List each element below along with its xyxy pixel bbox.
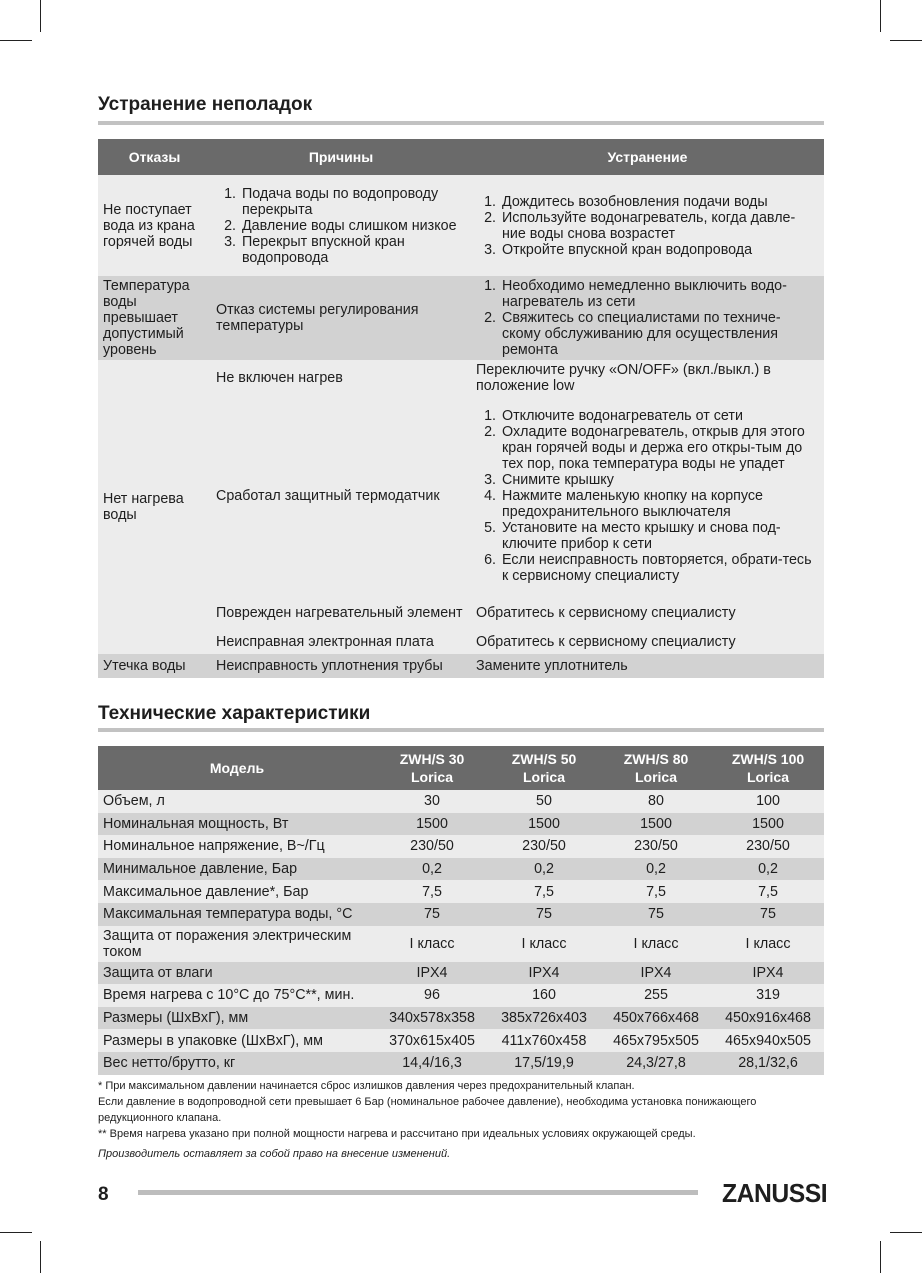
- spec-value: 28,1/32,6: [738, 1055, 798, 1072]
- list-item: 6. Если неисправность повторяется, обрати-тесь к сервисному специалисту: [500, 552, 819, 584]
- spec-value: 255: [644, 987, 668, 1004]
- model-name: ZWH/S 30: [399, 751, 465, 767]
- list-item: 2. Свяжитесь со специалистами по техниче-скому обслуживанию для осуществления ремонта: [500, 310, 819, 358]
- list-item: 1. Дождитесь возобновления подачи воды: [500, 194, 819, 210]
- spec-label: Размеры (ШxВxГ), мм: [103, 1010, 249, 1027]
- model-series: Lorica: [410, 769, 453, 785]
- spec-value: 319: [756, 987, 780, 1004]
- remedy-cell: Обратитесь к сервисному специалисту: [476, 634, 736, 650]
- remedy-cell: Переключите ручку «ON/OFF» (вкл./выкл.) в положение low: [476, 362, 771, 394]
- header-model-100: [712, 746, 824, 790]
- troubleshooting-table: [98, 139, 824, 678]
- table-row: [98, 1029, 824, 1052]
- section-rule: [98, 121, 824, 125]
- spec-value: 450x916x468: [725, 1010, 811, 1027]
- crop-mark: [40, 0, 41, 32]
- disclaimer: Производитель оставляет за собой право на внесение изменений.: [98, 1148, 451, 1160]
- spec-value: 75: [424, 906, 440, 923]
- table-row: [98, 962, 824, 985]
- list-item: 1. Необходимо немедленно выключить водо-нагреватель из сети: [500, 278, 819, 310]
- cause-cell: Не включен нагрев: [216, 370, 343, 386]
- cause-cell: Неисправность уплотнения трубы: [216, 658, 443, 674]
- spec-value: 0,2: [534, 861, 554, 878]
- spec-value: 7,5: [758, 883, 778, 900]
- spec-value: 0,2: [758, 861, 778, 878]
- spec-value: IPX4: [640, 964, 672, 981]
- header-model-30: [376, 746, 488, 790]
- table-row: [98, 926, 824, 962]
- spec-value: 465x940x505: [725, 1032, 811, 1049]
- spec-value: 14,4/16,3: [402, 1055, 462, 1072]
- spec-label: Размеры в упаковке (ШxВxГ), мм: [103, 1032, 323, 1049]
- table-row: [98, 813, 824, 836]
- spec-label: Номинальная мощность, Вт: [103, 815, 289, 832]
- remedy-cell: [471, 175, 824, 276]
- header-model-80: [600, 746, 712, 790]
- spec-value: IPX4: [528, 964, 560, 981]
- crop-mark: [880, 0, 881, 32]
- spec-value: 160: [532, 987, 556, 1004]
- spec-value: I класс: [745, 935, 791, 952]
- spec-value: 230/50: [410, 838, 454, 855]
- spec-value: 1500: [752, 815, 784, 832]
- spec-value: IPX4: [416, 964, 448, 981]
- spec-value: 1500: [528, 815, 560, 832]
- spec-label: Вес нетто/брутто, кг: [103, 1055, 236, 1072]
- list-item: 4. Нажмите маленькую кнопку на корпусе предохранительного выключателя: [500, 488, 819, 520]
- model-name: ZWH/S 50: [511, 751, 577, 767]
- spec-value: 7,5: [646, 883, 666, 900]
- list-item: 3. Снимите крышку: [500, 472, 819, 488]
- table-row: [98, 858, 824, 881]
- table-row: [98, 790, 824, 813]
- table-row: [98, 1007, 824, 1030]
- table-row: [98, 880, 824, 903]
- table-row: [98, 984, 824, 1007]
- cause-cell: [211, 175, 471, 276]
- remedy-cell: [471, 396, 824, 596]
- model-name: ZWH/S 100: [731, 751, 805, 767]
- spec-value: 230/50: [746, 838, 790, 855]
- footer-rule: [138, 1190, 698, 1195]
- model-name: ZWH/S 80: [623, 751, 689, 767]
- spec-label: Максимальное давление*, Бар: [103, 883, 309, 900]
- spec-label: Защита от поражения электрическим током: [103, 927, 352, 960]
- spec-value: I класс: [409, 935, 455, 952]
- spec-value: 17,5/19,9: [514, 1055, 574, 1072]
- crop-mark: [890, 40, 922, 41]
- spec-label: Время нагрева с 10°C до 75°C**, мин.: [103, 987, 355, 1004]
- spec-value: 230/50: [522, 838, 566, 855]
- table-row: [98, 1052, 824, 1075]
- spec-value: 80: [648, 793, 664, 810]
- table-row: [98, 276, 824, 360]
- spec-value: 100: [756, 793, 780, 810]
- spec-value: 1500: [416, 815, 448, 832]
- spec-label: Минимальное давление, Бар: [103, 861, 298, 878]
- specs-title: Технические характеристики: [98, 703, 371, 724]
- model-series: Lorica: [746, 769, 789, 785]
- remedy-cell: [471, 276, 824, 360]
- header-faults: Отказы: [98, 139, 211, 175]
- cause-cell: Поврежден нагревательный элемент: [216, 605, 463, 621]
- header-model-50: [488, 746, 600, 790]
- spec-label: Защита от влаги: [103, 964, 213, 981]
- spec-label: Объем, л: [103, 793, 165, 810]
- spec-value: 1500: [640, 815, 672, 832]
- fault-cell: Не поступает вода из крана горячей воды: [103, 201, 195, 250]
- crop-mark: [0, 40, 32, 41]
- remedy-cell: Обратитесь к сервисному специалисту: [476, 605, 736, 621]
- remedy-cell: Замените уплотнитель: [476, 658, 628, 674]
- spec-value: 0,2: [422, 861, 442, 878]
- fault-cell: Температура воды превышает допустимый уровень: [103, 278, 190, 358]
- footnotes: [98, 1078, 824, 1162]
- spec-value: 385x726x403: [501, 1010, 587, 1027]
- list-item: 1. Подача воды по водопроводу перекрыта: [240, 186, 466, 218]
- list-item: 2. Используйте водонагреватель, когда давле-ние воды снова возрастет: [500, 210, 819, 242]
- footnote: Если давление в водопроводной сети превышает 6 Бар (номинальное рабочее давление), необходима установка понижающего редукционного клапана.: [98, 1096, 757, 1124]
- section-rule: [98, 728, 824, 732]
- list-item: 1. Отключите водонагреватель от сети: [500, 408, 819, 424]
- footnote: * При максимальном давлении начинается сброс излишков давления через предохранительный клапан.: [98, 1080, 635, 1092]
- cause-cell: Сработал защитный термодатчик: [216, 488, 440, 504]
- spec-value: IPX4: [752, 964, 784, 981]
- table-row: [98, 360, 824, 396]
- spec-value: 30: [424, 793, 440, 810]
- spec-value: 340x578x358: [389, 1010, 475, 1027]
- spec-value: 75: [536, 906, 552, 923]
- header-causes: Причины: [211, 139, 471, 175]
- list-item: 2. Давление воды слишком низкое: [240, 218, 466, 234]
- spec-label: Номинальное напряжение, В~/Гц: [103, 838, 325, 855]
- crop-mark: [880, 1241, 881, 1273]
- crop-mark: [890, 1232, 922, 1233]
- spec-value: 75: [648, 906, 664, 923]
- fault-cell: Нет нагрева воды: [103, 491, 184, 523]
- spec-value: 96: [424, 987, 440, 1004]
- spec-value: I класс: [633, 935, 679, 952]
- fault-cell: Утечка воды: [103, 658, 186, 674]
- cause-cell: Отказ системы регулирования температуры: [216, 302, 419, 334]
- crop-mark: [40, 1241, 41, 1273]
- footnote: ** Время нагрева указано при полной мощности нагрева и рассчитано при идеальных условиях окружающей среды.: [98, 1128, 696, 1140]
- spec-value: 450x766x468: [613, 1010, 699, 1027]
- spec-value: 411x760x458: [501, 1032, 587, 1049]
- list-item: 3. Перекрыт впускной кран водопровода: [240, 234, 466, 266]
- spec-value: 230/50: [634, 838, 678, 855]
- list-item: 5. Установите на место крышку и снова под-ключите прибор к сети: [500, 520, 819, 552]
- table-row: [98, 903, 824, 926]
- spec-value: 7,5: [534, 883, 554, 900]
- header-model: Модель: [98, 746, 376, 790]
- list-item: 2. Охладите водонагреватель, открыв для этого кран горячей воды и держа его откры-тым до тех пор, пока температура воды не упадет: [500, 424, 819, 472]
- model-series: Lorica: [634, 769, 677, 785]
- spec-value: 7,5: [422, 883, 442, 900]
- cause-cell: Неисправная электронная плата: [216, 634, 434, 650]
- troubleshooting-title: Устранение неполадок: [98, 94, 313, 115]
- crop-mark: [0, 1232, 32, 1233]
- table-row: [98, 175, 824, 276]
- spec-label: Максимальная температура воды, °C: [103, 906, 353, 923]
- table-row: [98, 654, 824, 678]
- page-number: 8: [98, 1184, 109, 1205]
- spec-value: 75: [760, 906, 776, 923]
- spec-value: 370x615x405: [389, 1032, 475, 1049]
- spec-value: I класс: [521, 935, 567, 952]
- model-series: Lorica: [522, 769, 565, 785]
- specs-table: [98, 746, 824, 1075]
- brand-logo: ZANUSSI: [722, 1178, 828, 1208]
- list-item: 3. Откройте впускной кран водопровода: [500, 242, 819, 258]
- spec-value: 24,3/27,8: [626, 1055, 686, 1072]
- table-row: [98, 835, 824, 858]
- spec-value: 50: [536, 793, 552, 810]
- spec-value: 465x795x505: [613, 1032, 699, 1049]
- spec-value: 0,2: [646, 861, 666, 878]
- header-remedies: Устранение: [471, 139, 824, 175]
